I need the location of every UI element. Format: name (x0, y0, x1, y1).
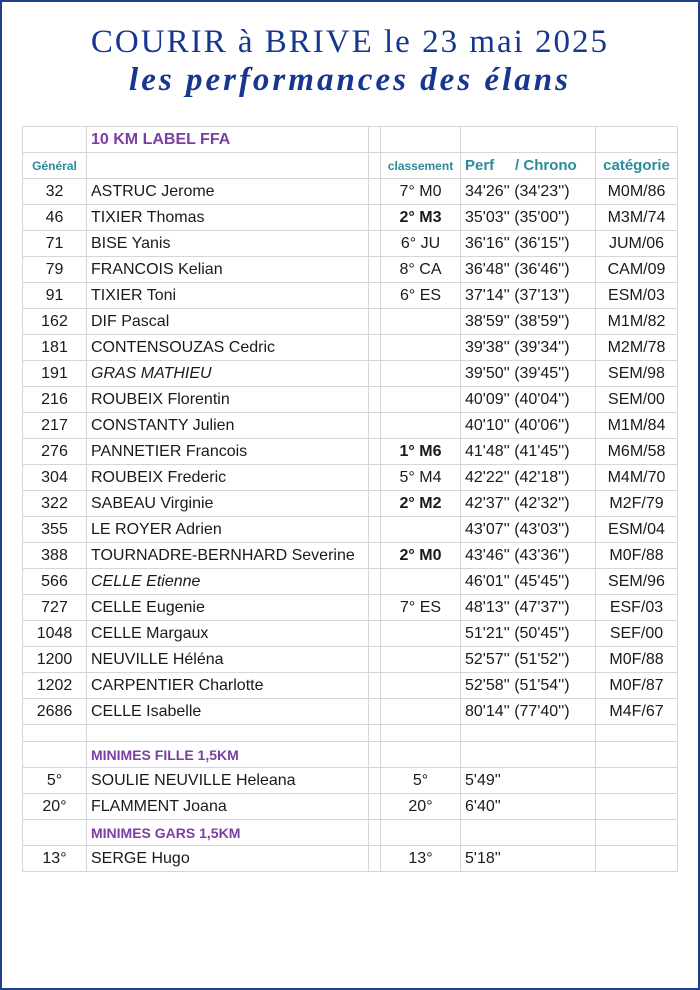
empty-cell (596, 820, 678, 846)
empty-cell (461, 820, 596, 846)
classement-cell: 6° ES (381, 283, 461, 309)
categorie-cell: SEF/00 (596, 621, 678, 647)
athlete-name-cell: BISE Yanis (87, 231, 369, 257)
general-rank-cell: 304 (23, 465, 87, 491)
classement-cell (381, 699, 461, 725)
empty-cell (381, 742, 461, 768)
categorie-cell (596, 794, 678, 820)
section-title-10km: 10 KM LABEL FFA (87, 127, 369, 153)
empty-row (23, 725, 678, 742)
categorie-cell: M2M/78 (596, 335, 678, 361)
spacer-cell (369, 283, 381, 309)
table-row (23, 491, 678, 517)
athlete-name-cell: DIF Pascal (87, 309, 369, 335)
general-rank-cell: 217 (23, 413, 87, 439)
perf-cell: 34'26'' (34'23'') (461, 179, 596, 205)
spacer-cell (369, 335, 381, 361)
general-rank-cell: 355 (23, 517, 87, 543)
perf-cell: 80'14'' (77'40'') (461, 699, 596, 725)
table-row (23, 794, 678, 820)
perf-cell: 46'01'' (45'45'') (461, 569, 596, 595)
general-rank-cell: 13° (23, 846, 87, 872)
categorie-cell: M3M/74 (596, 205, 678, 231)
empty-cell (596, 725, 678, 742)
athlete-name-cell: FLAMMENT Joana (87, 794, 369, 820)
spacer-cell (369, 257, 381, 283)
perf-cell: 37'14'' (37'13'') (461, 283, 596, 309)
athlete-name-cell: CELLE Etienne (87, 569, 369, 595)
categorie-cell: M0M/86 (596, 179, 678, 205)
table-row (23, 387, 678, 413)
classement-cell (381, 361, 461, 387)
table-row (23, 205, 678, 231)
athlete-name-cell: PANNETIER Francois (87, 439, 369, 465)
table-row (23, 846, 678, 872)
perf-cell: 43'46'' (43'36'') (461, 543, 596, 569)
athlete-name-cell: SABEAU Virginie (87, 491, 369, 517)
empty-cell (23, 725, 87, 742)
perf-cell: 42'22'' (42'18'') (461, 465, 596, 491)
perf-label: Perf (465, 157, 495, 174)
spacer-cell (369, 361, 381, 387)
perf-cell: 39'50'' (39'45'') (461, 361, 596, 387)
perf-cell: 43'07'' (43'03'') (461, 517, 596, 543)
athlete-name-cell: CONSTANTY Julien (87, 413, 369, 439)
spacer-cell (369, 491, 381, 517)
general-rank-cell: 727 (23, 595, 87, 621)
categorie-cell: M0F/88 (596, 543, 678, 569)
spacer-cell (369, 179, 381, 205)
athlete-name-cell: ROUBEIX Frederic (87, 465, 369, 491)
general-rank-cell: 388 (23, 543, 87, 569)
empty-cell (87, 725, 369, 742)
spacer-cell (369, 846, 381, 872)
spacer-cell (369, 413, 381, 439)
athlete-name-cell: CELLE Margaux (87, 621, 369, 647)
athlete-name-cell: CARPENTIER Charlotte (87, 673, 369, 699)
general-rank-cell: 181 (23, 335, 87, 361)
categorie-cell: SEM/96 (596, 569, 678, 595)
general-rank-cell: 46 (23, 205, 87, 231)
categorie-cell: M4F/67 (596, 699, 678, 725)
general-rank-cell: 276 (23, 439, 87, 465)
spacer-cell (369, 309, 381, 335)
classement-cell: 6° JU (381, 231, 461, 257)
athlete-name-cell: ROUBEIX Florentin (87, 387, 369, 413)
section-title-minimes-fille: MINIMES FILLE 1,5KM (87, 742, 369, 768)
spacer-cell (369, 205, 381, 231)
categorie-cell: ESF/03 (596, 595, 678, 621)
perf-cell: 5'49'' (461, 768, 596, 794)
table-row (23, 543, 678, 569)
empty-cell (23, 742, 87, 768)
categorie-cell: M1M/82 (596, 309, 678, 335)
section-row (23, 742, 678, 768)
chrono-label: / Chrono (515, 157, 577, 174)
spacer-cell (369, 820, 381, 846)
categorie-cell: SEM/98 (596, 361, 678, 387)
athlete-name-cell: LE ROYER Adrien (87, 517, 369, 543)
perf-cell: 36'48'' (36'46'') (461, 257, 596, 283)
spacer-cell (369, 742, 381, 768)
general-rank-cell: 322 (23, 491, 87, 517)
empty-cell (596, 742, 678, 768)
table-row (23, 465, 678, 491)
perf-cell: 6'40'' (461, 794, 596, 820)
classement-cell (381, 621, 461, 647)
classement-cell: 5° M4 (381, 465, 461, 491)
spacer-cell (369, 439, 381, 465)
general-rank-cell: 2686 (23, 699, 87, 725)
table-row (23, 621, 678, 647)
classement-cell (381, 673, 461, 699)
general-rank-cell: 1048 (23, 621, 87, 647)
athlete-name-cell: SOULIE NEUVILLE Heleana (87, 768, 369, 794)
perf-cell: 40'10'' (40'06'') (461, 413, 596, 439)
perf-cell: 40'09'' (40'04'') (461, 387, 596, 413)
empty-cell (381, 725, 461, 742)
general-rank-cell: 32 (23, 179, 87, 205)
results-table (22, 126, 678, 872)
classement-cell: 7° ES (381, 595, 461, 621)
perf-cell: 48'13'' (47'37'') (461, 595, 596, 621)
athlete-name-cell: GRAS MATHIEU (87, 361, 369, 387)
table-row (23, 569, 678, 595)
table-row (23, 361, 678, 387)
spacer-cell (369, 673, 381, 699)
general-rank-cell: 20° (23, 794, 87, 820)
spacer-cell (369, 543, 381, 569)
column-header-general: Général (23, 153, 87, 179)
categorie-cell: M0F/87 (596, 673, 678, 699)
perf-cell: 51'21'' (50'45'') (461, 621, 596, 647)
general-rank-cell: 566 (23, 569, 87, 595)
table-row (23, 517, 678, 543)
perf-cell: 52'57'' (51'52'') (461, 647, 596, 673)
table-row (23, 595, 678, 621)
athlete-name-cell: CONTENSOUZAS Cedric (87, 335, 369, 361)
athlete-name-cell: TOURNADRE-BERNHARD Severine (87, 543, 369, 569)
classement-cell: 13° (381, 846, 461, 872)
perf-cell: 36'16'' (36'15'') (461, 231, 596, 257)
spacer-cell (369, 768, 381, 794)
general-rank-cell: 1202 (23, 673, 87, 699)
section-row (23, 820, 678, 846)
general-rank-cell: 216 (23, 387, 87, 413)
spacer-cell (369, 794, 381, 820)
empty-cell (369, 725, 381, 742)
categorie-cell: M4M/70 (596, 465, 678, 491)
table-row (23, 309, 678, 335)
athlete-name-cell: ASTRUC Jerome (87, 179, 369, 205)
table-row (23, 413, 678, 439)
general-rank-cell: 79 (23, 257, 87, 283)
classement-cell (381, 517, 461, 543)
spacer-cell (369, 231, 381, 257)
general-rank-cell: 91 (23, 283, 87, 309)
page-title: COURIR à BRIVE le 23 mai 2025 (90, 24, 610, 60)
spacer-cell (369, 465, 381, 491)
categorie-cell: M6M/58 (596, 439, 678, 465)
categorie-cell (596, 846, 678, 872)
table-row (23, 647, 678, 673)
perf-cell: 41'48'' (41'45'') (461, 439, 596, 465)
general-rank-cell: 191 (23, 361, 87, 387)
categorie-cell: ESM/03 (596, 283, 678, 309)
classement-cell: 20° (381, 794, 461, 820)
table-row (23, 768, 678, 794)
classement-cell: 2° M0 (381, 543, 461, 569)
classement-cell: 1° M6 (381, 439, 461, 465)
section-title-row (23, 127, 678, 153)
general-rank-cell: 71 (23, 231, 87, 257)
categorie-cell: M1M/84 (596, 413, 678, 439)
spacer-cell (369, 699, 381, 725)
classement-cell (381, 309, 461, 335)
athlete-name-cell: FRANCOIS Kelian (87, 257, 369, 283)
spacer-cell (369, 595, 381, 621)
column-header-classement: classement (381, 153, 461, 179)
athlete-name-cell: SERGE Hugo (87, 846, 369, 872)
empty-cell (23, 820, 87, 846)
classement-cell: 2° M2 (381, 491, 461, 517)
column-header-perf (461, 153, 596, 179)
table-row (23, 335, 678, 361)
empty-cell (461, 725, 596, 742)
perf-cell: 5'18'' (461, 846, 596, 872)
categorie-cell: ESM/04 (596, 517, 678, 543)
spacer-cell (369, 517, 381, 543)
general-rank-cell: 162 (23, 309, 87, 335)
classement-cell (381, 647, 461, 673)
page-subtitle: les performances des élans (129, 62, 571, 98)
athlete-name-cell: CELLE Eugenie (87, 595, 369, 621)
table-row (23, 699, 678, 725)
classement-cell (381, 335, 461, 361)
athlete-name-cell: NEUVILLE Héléna (87, 647, 369, 673)
perf-cell: 42'37'' (42'32'') (461, 491, 596, 517)
perf-cell: 52'58'' (51'54'') (461, 673, 596, 699)
categorie-cell: CAM/09 (596, 257, 678, 283)
categorie-cell: M2F/79 (596, 491, 678, 517)
table-row (23, 231, 678, 257)
classement-cell: 5° (381, 768, 461, 794)
perf-cell: 39'38'' (39'34'') (461, 335, 596, 361)
table-row (23, 673, 678, 699)
spacer-cell (369, 647, 381, 673)
categorie-cell: M0F/88 (596, 647, 678, 673)
classement-cell: 8° CA (381, 257, 461, 283)
section-title-minimes-gars: MINIMES GARS 1,5KM (87, 820, 369, 846)
spacer-cell (369, 569, 381, 595)
empty-cell (461, 742, 596, 768)
categorie-cell (596, 768, 678, 794)
table-row (23, 283, 678, 309)
table-row (23, 439, 678, 465)
perf-cell: 35'03'' (35'00'') (461, 205, 596, 231)
spacer-cell (369, 387, 381, 413)
classement-cell (381, 413, 461, 439)
classement-cell (381, 569, 461, 595)
athlete-name-cell: TIXIER Toni (87, 283, 369, 309)
athlete-name-cell: CELLE Isabelle (87, 699, 369, 725)
general-rank-cell: 5° (23, 768, 87, 794)
categorie-cell: JUM/06 (596, 231, 678, 257)
column-header-row (23, 153, 678, 179)
column-header-categorie: catégorie (596, 153, 678, 179)
spacer-cell (369, 621, 381, 647)
perf-cell: 38'59'' (38'59'') (461, 309, 596, 335)
classement-cell (381, 387, 461, 413)
empty-cell (381, 820, 461, 846)
classement-cell: 7° M0 (381, 179, 461, 205)
general-rank-cell: 1200 (23, 647, 87, 673)
table-row (23, 257, 678, 283)
table-row (23, 179, 678, 205)
categorie-cell: SEM/00 (596, 387, 678, 413)
athlete-name-cell: TIXIER Thomas (87, 205, 369, 231)
classement-cell: 2° M3 (381, 205, 461, 231)
